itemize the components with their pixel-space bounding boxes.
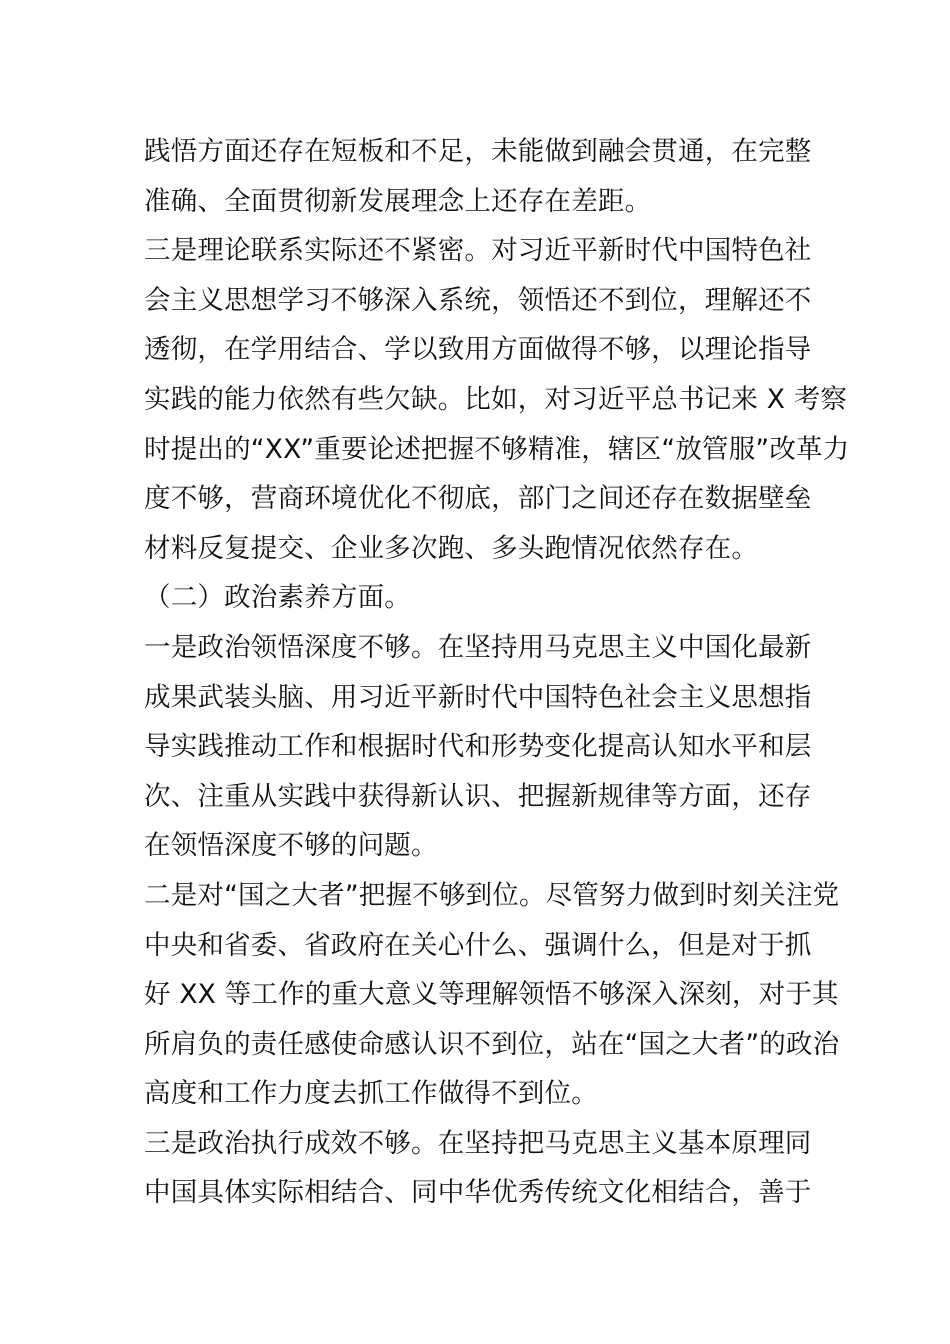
text-line: 材料反复提交、企业多次跑、多头跑情况依然存在。 [144, 532, 759, 564]
text-line: 次、注重从实践中获得新认识、把握新规律等方面，还存 [144, 780, 812, 812]
text-line: 透彻，在学用结合、学以致用方面做得不够，以理论指导 [144, 334, 812, 366]
text-line: 度不够，营商环境优化不彻底，部门之间还存在数据壁垒 [144, 483, 812, 515]
text-line: 践悟方面还存在短板和不足，未能做到融会贯通，在完整 [144, 136, 812, 167]
text-line: 准确、全面贯彻新发展理念上还存在差距。 [144, 185, 652, 217]
document-body [144, 127, 850, 1218]
text-line: 在领悟深度不够的问题。 [144, 830, 438, 862]
text-line: 时提出的“XX”重要论述把握不够精准，辖区“放管服”改革力 [144, 433, 850, 465]
text-line: 实践的能力依然有些欠缺。比如，对习近平总书记来 X 考察 [144, 383, 848, 415]
text-line: 中央和省委、省政府在关心什么、强调什么，但是对于抓 [144, 929, 812, 961]
text-line: 所肩负的责任感使命感认识不到位，站在“国之大者”的政治 [144, 1028, 840, 1060]
text-line: 好 XX 等工作的重大意义等理解领悟不够深入深刻，对于其 [144, 979, 839, 1011]
text-line: 导实践推动工作和根据时代和形势变化提高认知水平和层 [144, 731, 812, 763]
text-line: 会主义思想学习不够深入系统，领悟还不到位，理解还不 [144, 284, 812, 316]
text-line: 二是对“国之大者”把握不够到位。尽管努力做到时刻关注党 [144, 879, 840, 911]
text-line: 三是政治执行成效不够。在坚持把马克思主义基本原理同 [144, 1127, 812, 1159]
text-line: 中国具体实际相结合、同中华优秀传统文化相结合，善于 [144, 1177, 812, 1209]
text-line: 一是政治领悟深度不够。在坚持用马克思主义中国化最新 [144, 631, 812, 663]
section-heading: （二）政治素养方面。 [144, 582, 411, 614]
text-line: 成果武装头脑、用习近平新时代中国特色社会主义思想指 [144, 681, 812, 713]
text-line: 三是理论联系实际还不紧密。对习近平新时代中国特色社 [144, 235, 812, 267]
text-line: 高度和工作力度去抓工作做得不到位。 [144, 1078, 598, 1110]
